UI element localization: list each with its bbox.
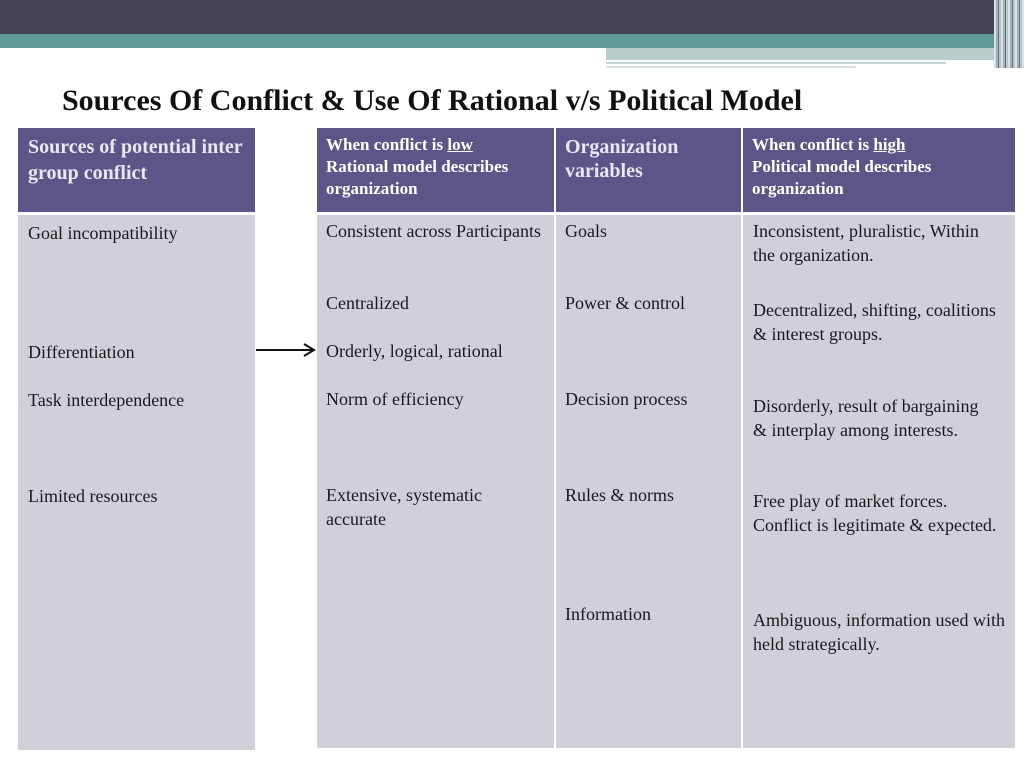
arrow-right-icon	[256, 340, 318, 360]
top-bar-line	[606, 66, 856, 68]
political-item: Inconsistent, pluralistic, Within the organization.	[753, 221, 979, 265]
rational-header-emphasis: low	[447, 135, 473, 154]
source-item: Limited resources	[28, 486, 158, 506]
rational-item: Orderly, logical, rational	[326, 341, 503, 361]
political-item: Disorderly, result of bargaining & interplay among interests.	[753, 396, 979, 440]
slide-title: Sources Of Conflict & Use Of Rational v/s Political Model	[62, 84, 803, 117]
variable-item: Goals	[565, 221, 607, 241]
political-header	[743, 128, 1015, 212]
top-bar-line	[606, 62, 946, 64]
rational-header-text: Rational model describes organization	[326, 157, 509, 198]
variable-item: Information	[565, 604, 651, 624]
top-bar-dark	[0, 0, 1024, 34]
sources-header: Sources of potential inter group conflict	[18, 128, 255, 212]
rational-item: Centralized	[326, 293, 409, 313]
source-item: Task interdependence	[28, 390, 185, 410]
variable-item: Rules & norms	[565, 485, 675, 505]
top-bar-teal	[0, 34, 1024, 48]
political-column	[743, 215, 1015, 748]
variable-item: Power & control	[565, 293, 685, 313]
source-item: Differentiation	[28, 342, 135, 362]
political-item: Ambiguous, information used with held strategically.	[753, 610, 1005, 654]
variables-header: Organization variables	[556, 128, 741, 212]
rational-header	[317, 128, 554, 212]
rational-header-text: When conflict is	[326, 135, 448, 154]
political-item: Decentralized, shifting, coalitions & interest groups.	[753, 300, 996, 344]
political-header-emphasis: high	[873, 135, 906, 154]
source-item: Goal incompatibility	[28, 223, 178, 243]
political-header-text: When conflict is	[752, 135, 874, 154]
rational-item: Extensive, systematic accurate	[326, 485, 482, 529]
political-header-text: Political model describes organization	[752, 157, 932, 198]
rational-item: Consistent across Participants	[326, 221, 541, 241]
rational-item: Norm of efficiency	[326, 389, 464, 409]
variable-item: Decision process	[565, 389, 688, 409]
top-bar-light-band	[606, 48, 1024, 60]
sources-body	[18, 215, 255, 750]
decorative-stripes	[994, 0, 1024, 68]
political-item: Free play of market forces. Conflict is legitimate & expected.	[753, 491, 997, 535]
